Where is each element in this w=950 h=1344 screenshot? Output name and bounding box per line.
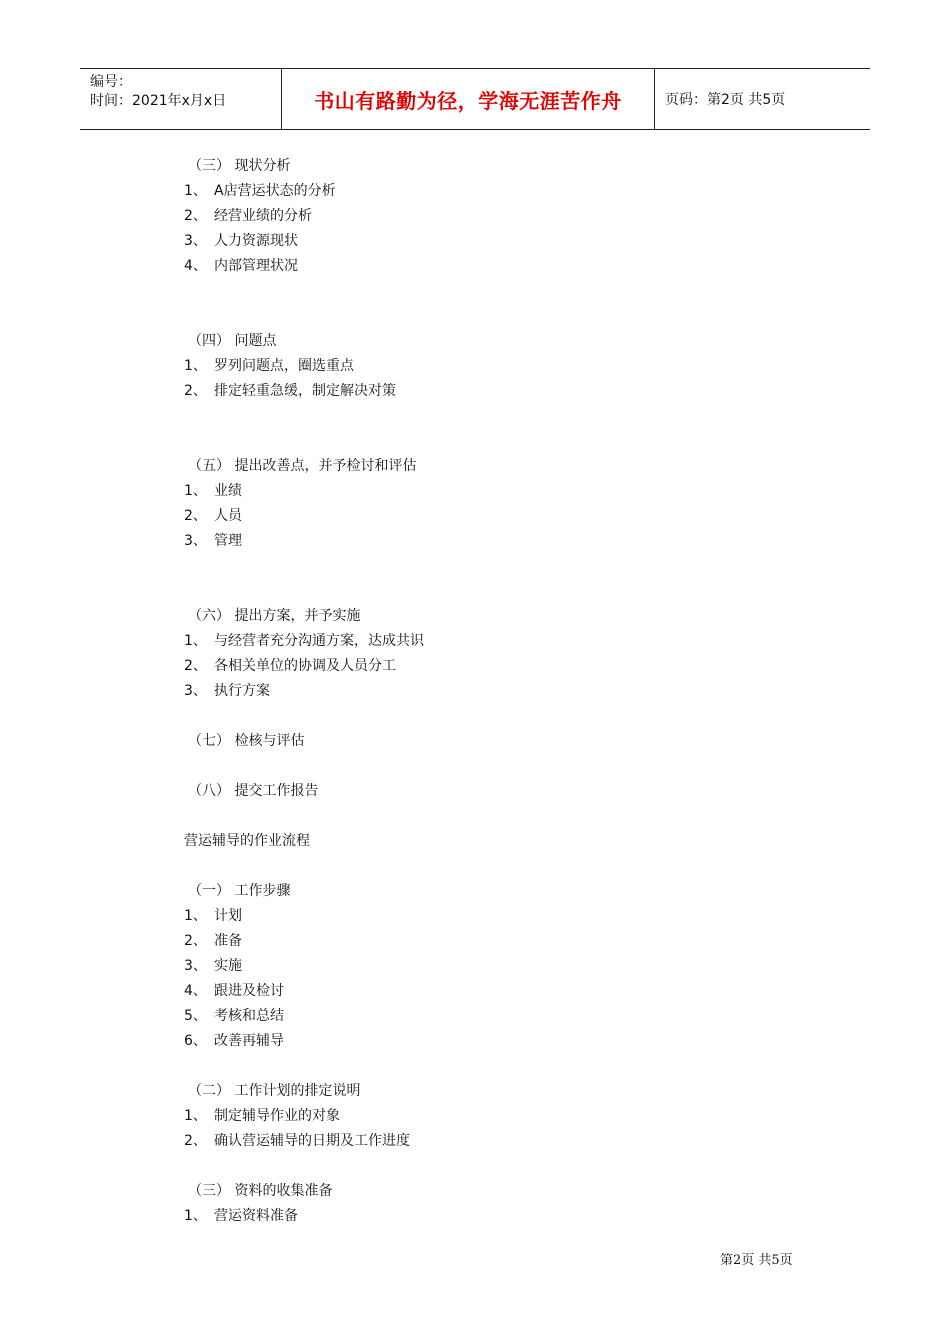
list-item-number: 3、 [184, 683, 207, 699]
spacer [184, 279, 784, 304]
list-item-text: 准备 [214, 933, 242, 949]
list-item-text: 排定轻重急缓，制定解决对策 [214, 383, 396, 399]
list-item [184, 179, 784, 204]
list-item [184, 954, 784, 979]
list-item-number: 6、 [184, 1033, 207, 1049]
section-heading: （一） 工作步骤 [188, 883, 291, 899]
header-motto-cell [282, 69, 655, 129]
list-item [184, 679, 784, 704]
list-item-number: 4、 [184, 258, 207, 274]
spacer [184, 579, 784, 604]
list-item-text: 人力资源现状 [214, 233, 298, 249]
list-item [184, 629, 784, 654]
spacer [184, 704, 784, 729]
section-heading: （三） 现状分析 [188, 158, 291, 174]
list-item-number: 1、 [184, 183, 207, 199]
list-item [184, 254, 784, 279]
list-item [184, 379, 784, 404]
list-item-number: 2、 [184, 658, 207, 674]
section-title: 营运辅导的作业流程 [184, 833, 310, 849]
section-heading: （八） 提交工作报告 [188, 783, 319, 799]
list-item-text: 确认营运辅导的日期及工作进度 [214, 1133, 410, 1149]
spacer [184, 754, 784, 779]
list-item-text: 经营业绩的分析 [214, 208, 312, 224]
list-item-number: 1、 [184, 1208, 207, 1224]
spacer [184, 854, 784, 879]
list-item [184, 1129, 784, 1154]
list-item-number: 1、 [184, 633, 207, 649]
spacer [184, 1154, 784, 1179]
section-heading: （三） 资料的收集准备 [188, 1183, 333, 1199]
list-item-text: 计划 [214, 908, 242, 924]
spacer [184, 304, 784, 329]
list-item [184, 654, 784, 679]
section-heading: （五） 提出改善点，并予检讨和评估 [188, 458, 417, 474]
list-item-text: 营运资料准备 [214, 1208, 298, 1224]
list-item [184, 354, 784, 379]
list-item-text: 跟进及检讨 [214, 983, 284, 999]
list-item-text: 与经营者充分沟通方案，达成共识 [214, 633, 424, 649]
list-item [184, 479, 784, 504]
list-item-text: 制定辅导作业的对象 [214, 1108, 340, 1124]
list-item-number: 3、 [184, 233, 207, 249]
document-body [184, 154, 784, 1229]
list-item [184, 1004, 784, 1029]
list-item-number: 2、 [184, 208, 207, 224]
spacer [184, 804, 784, 829]
list-item-number: 2、 [184, 508, 207, 524]
spacer [184, 1054, 784, 1079]
list-item [184, 229, 784, 254]
list-item-text: 各相关单位的协调及人员分工 [214, 658, 396, 674]
list-item-number: 3、 [184, 958, 207, 974]
page-header [80, 68, 870, 130]
list-item-number: 1、 [184, 908, 207, 924]
header-meta [80, 69, 282, 129]
list-item-number: 1、 [184, 1108, 207, 1124]
time-label: 时间：2021年x月x日 [90, 93, 227, 109]
list-item-number: 2、 [184, 383, 207, 399]
list-item-number: 3、 [184, 533, 207, 549]
list-item-text: 人员 [214, 508, 242, 524]
list-item-text: 实施 [214, 958, 242, 974]
list-item [184, 929, 784, 954]
list-item [184, 1104, 784, 1129]
list-item-number: 1、 [184, 358, 207, 374]
spacer [184, 554, 784, 579]
list-item-text: 考核和总结 [214, 1008, 284, 1024]
list-item [184, 204, 784, 229]
list-item [184, 504, 784, 529]
list-item-text: A店营运状态的分析 [214, 183, 336, 199]
list-item-text: 管理 [214, 533, 242, 549]
list-item [184, 529, 784, 554]
header-page-cell [655, 69, 870, 129]
section-heading: （四） 问题点 [188, 333, 277, 349]
motto: 书山有路勤为径，学海无涯苦作舟 [314, 88, 622, 113]
list-item-number: 5、 [184, 1008, 207, 1024]
list-item-number: 2、 [184, 1133, 207, 1149]
spacer [184, 404, 784, 429]
list-item [184, 979, 784, 1004]
list-item [184, 1204, 784, 1229]
section-heading: （六） 提出方案，并予实施 [188, 608, 361, 624]
page-footer: 第2页 共5页 [720, 1253, 793, 1268]
list-item-text: 改善再辅导 [214, 1033, 284, 1049]
list-item-number: 1、 [184, 483, 207, 499]
list-item-text: 内部管理状况 [214, 258, 298, 274]
list-item-text: 业绩 [214, 483, 242, 499]
spacer [184, 429, 784, 454]
list-item-number: 2、 [184, 933, 207, 949]
list-item [184, 1029, 784, 1054]
list-item-text: 执行方案 [214, 683, 270, 699]
header-page-info: 页码：第2页 共5页 [665, 92, 786, 108]
number-label: 编号： [90, 74, 132, 90]
section-heading: （七） 检核与评估 [188, 733, 305, 749]
list-item-number: 4、 [184, 983, 207, 999]
list-item [184, 904, 784, 929]
list-item-text: 罗列问题点，圈选重点 [214, 358, 354, 374]
section-heading: （二） 工作计划的排定说明 [188, 1083, 361, 1099]
